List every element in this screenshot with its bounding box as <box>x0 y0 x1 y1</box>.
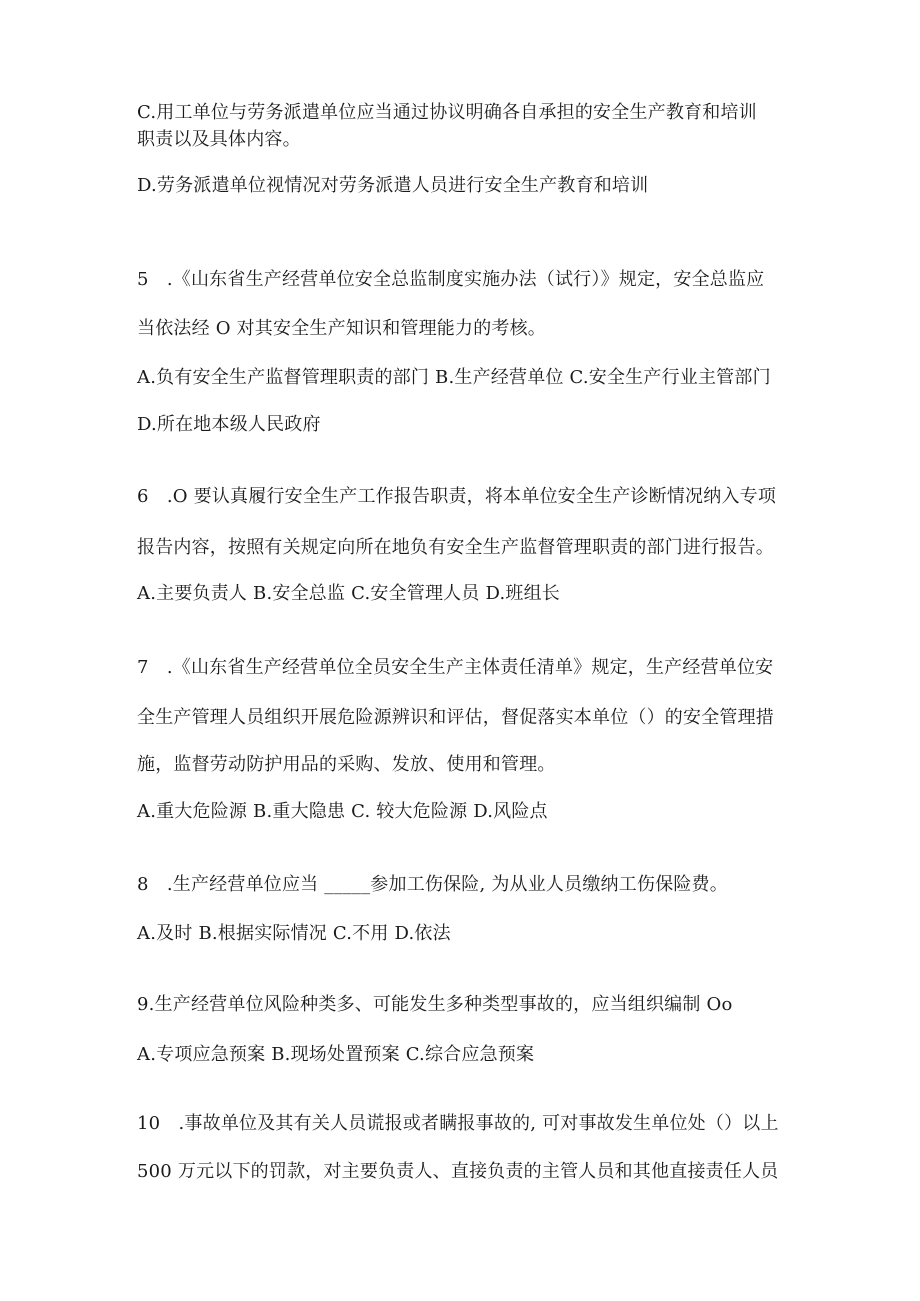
q5-stem-line1: 5 .《山东省生产经营单位安全总监制度实施办法（试行）》规定，安全总监应 <box>137 269 765 290</box>
q7-options: A.重大危险源 B.重大隐患 C. 较大危险源 D.风险点 <box>137 801 548 822</box>
q6-options: A.主要负责人 B.安全总监 C.安全管理人员 D.班组长 <box>137 583 560 604</box>
q10-stem-line2: 500 万元以下的罚款，对主要负责人、直接负责的主管人员和其他直接责任人员 <box>137 1161 779 1182</box>
q10-stem-line1: 10 .事故单位及其有关人员谎报或者瞒报事故的, 可对事故发生单位处（）以上 <box>137 1113 779 1134</box>
q6-stem-line1: 6 .O 要认真履行安全生产工作报告职责，将本单位安全生产诊断情况纳入专项 <box>137 486 777 507</box>
q9-stem: 9.生产经营单位风险种类多、可能发生多种类型事故的，应当组织编制 Oo <box>137 994 733 1015</box>
q7-stem-line1: 7 .《山东省生产经营单位全员安全生产主体责任清单》规定，生产经营单位安 <box>137 657 774 678</box>
q5-options-line1: A.负有安全生产监督管理职责的部门 B.生产经营单位 C.安全生产行业主管部门 <box>137 367 771 388</box>
q5-options-line2: D.所在地本级人民政府 <box>137 414 321 435</box>
q4-option-d: D.劳务派遣单位视情况对劳务派遣人员进行安全生产教育和培训 <box>137 175 649 196</box>
q7-stem-line2: 全生产管理人员组织开展危险源辨识和评估，督促落实本单位（）的安全管理措 <box>137 707 774 728</box>
q9-options: A.专项应急预案 B.现场处置预案 C.综合应急预案 <box>137 1044 535 1065</box>
q4-option-c-line1: C.用工单位与劳务派遣单位应当通过协议明确各自承担的安全生产教育和培训 <box>137 102 757 123</box>
q4-option-c-line2: 职责以及具体内容。 <box>137 129 301 150</box>
q8-options: A.及时 B.根据实际情况 C.不用 D.依法 <box>137 923 451 944</box>
q8-stem: 8 .生产经营单位应当 _____参加工伤保险, 为从业人员缴纳工伤保险费。 <box>137 874 728 895</box>
q5-stem-line2: 当依法经 O 对其安全生产知识和管理能力的考核。 <box>137 318 546 339</box>
q6-stem-line2: 报告内容，按照有关规定向所在地负有安全生产监督管理职责的部门进行报告。 <box>137 537 774 558</box>
q7-stem-line3: 施，监督劳动防护用品的采购、发放、使用和管理。 <box>137 754 556 775</box>
